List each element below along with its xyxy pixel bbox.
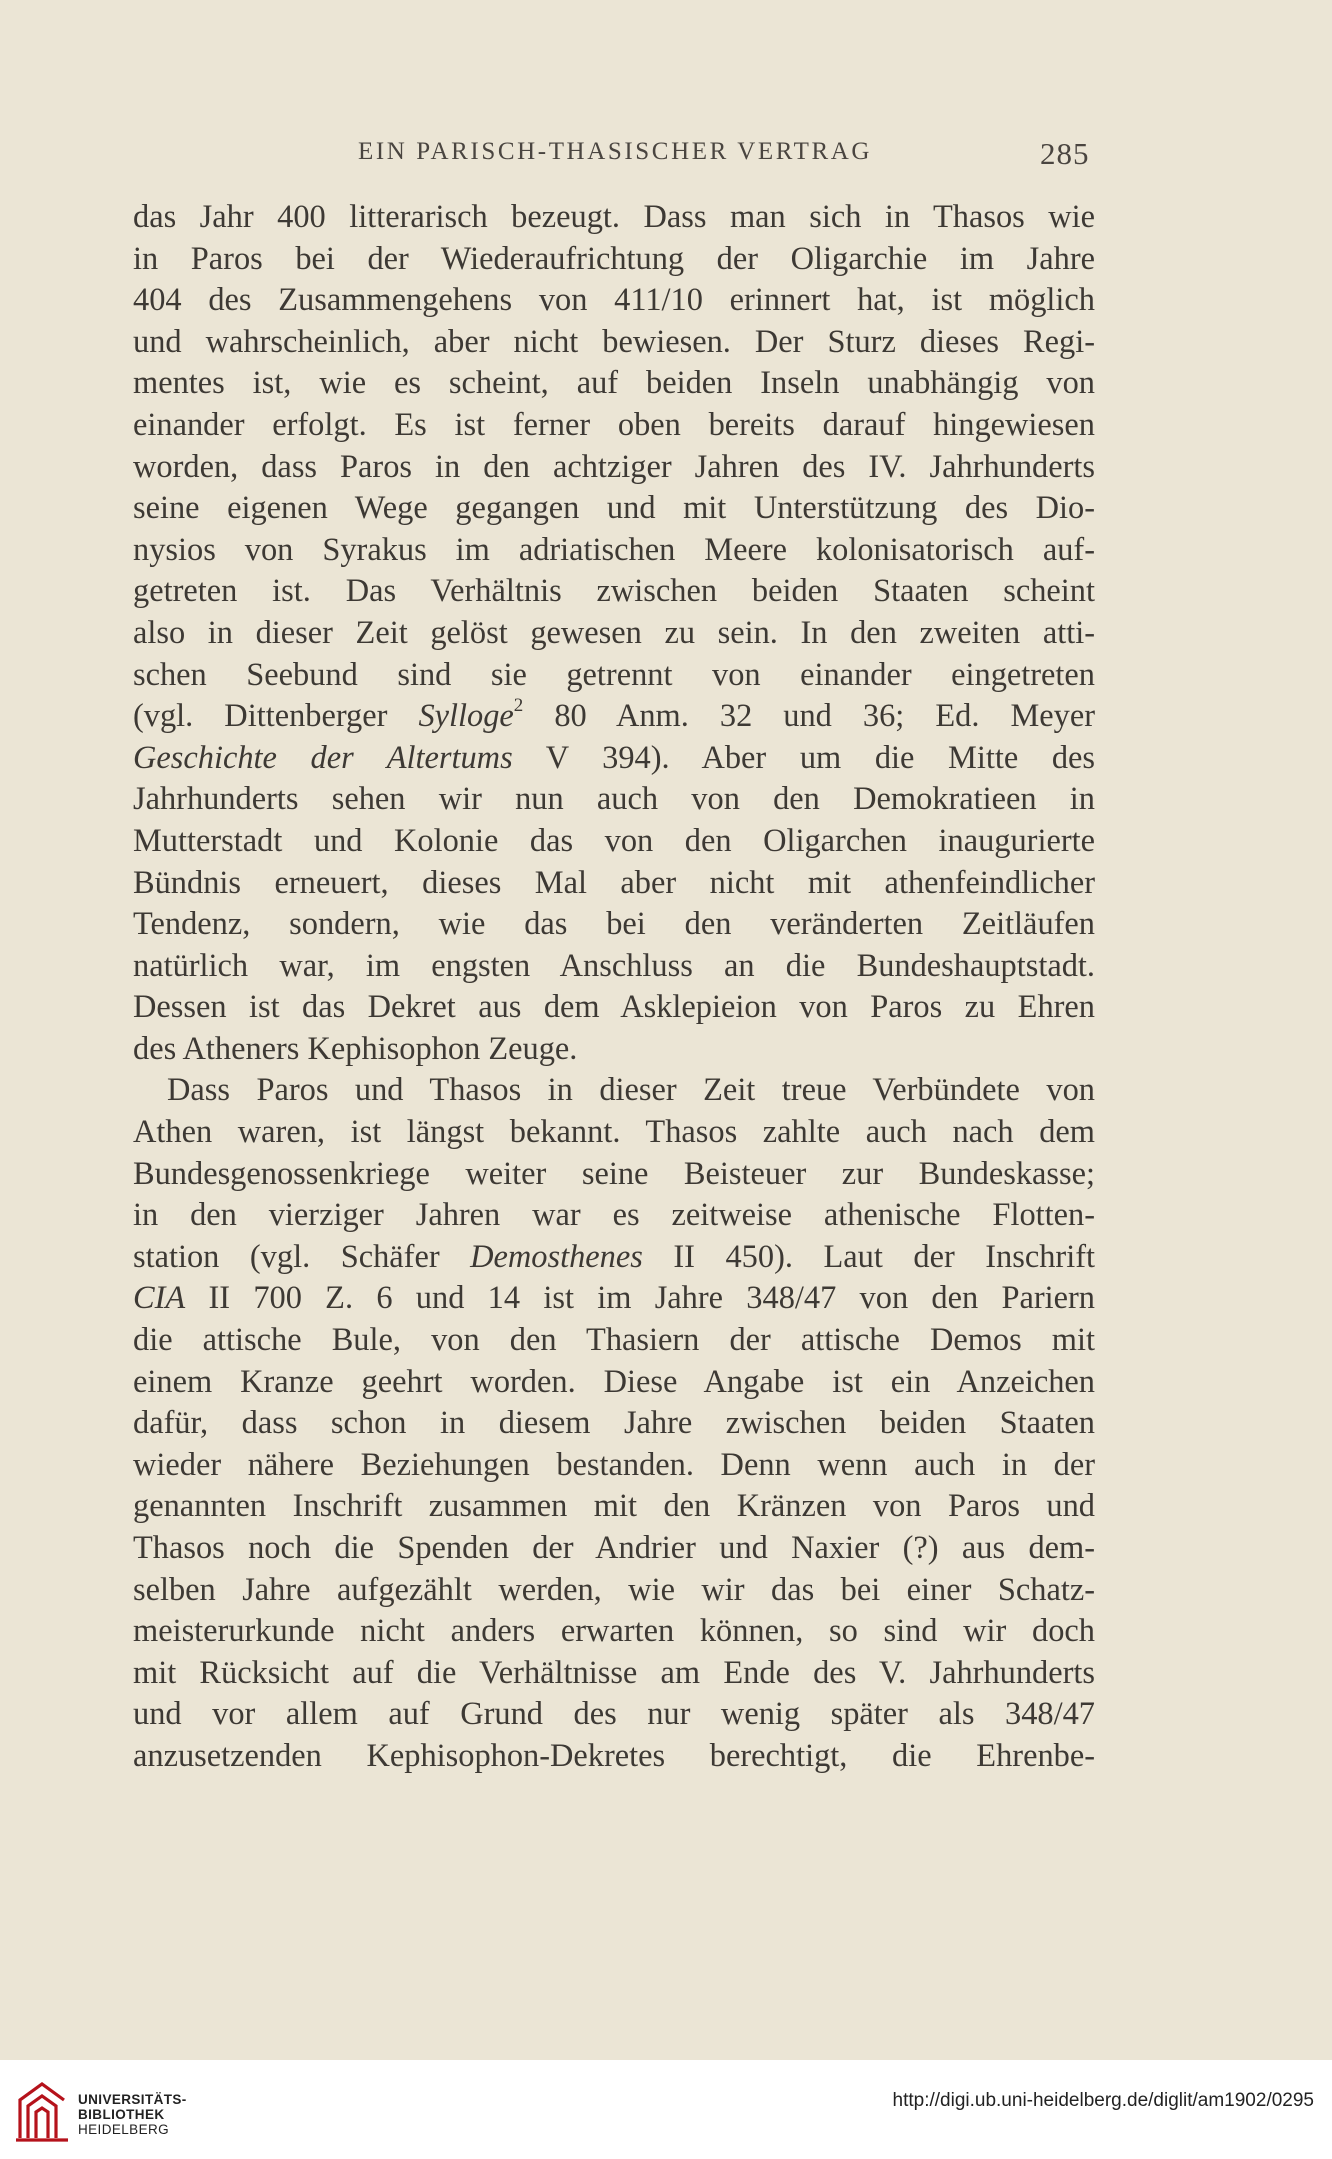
text-run: II 450). Laut der Inschrift (642, 1238, 1095, 1275)
italic-title-demosthenes: Demosthenes (470, 1238, 643, 1275)
text-line (133, 1570, 1095, 1612)
text-run: Dass Paros und Thasos in dieser Zeit treue Verbündete von (167, 1072, 1095, 1109)
text-run: natürlich war, im engsten Anschluss an die Bundeshauptstadt. (133, 947, 1095, 984)
text-line (133, 280, 1095, 322)
text-run: also in dieser Zeit gelöst gewesen zu sein. In den zweiten atti- (133, 614, 1095, 651)
text-run: Tendenz, sondern, wie das bei den veränderten Zeitläufen (133, 906, 1095, 943)
text-run: station (vgl. Schäfer (133, 1238, 471, 1275)
digitization-footer (0, 2060, 1332, 2159)
library-line-3: HEIDELBERG (78, 2122, 170, 2137)
text-line (133, 571, 1095, 613)
text-run: und vor allem auf Grund des nur wenig später als 348/47 (133, 1696, 1095, 1733)
body-text (133, 197, 1095, 1778)
text-run: meisterurkunde nicht anders erwarten können, so sind wir doch (133, 1613, 1095, 1650)
text-run: Dessen ist das Dekret aus dem Asklepieion von Paros zu Ehren (133, 989, 1095, 1026)
text-line (133, 1486, 1095, 1528)
text-line (133, 821, 1095, 863)
text-run: anzusetzenden Kephisophon-Dekretes berechtigt, die Ehrenbe- (133, 1737, 1095, 1774)
text-line (133, 197, 1095, 239)
text-run: selben Jahre aufgezählt werden, wie wir das bei einer Schatz- (133, 1571, 1095, 1608)
text-line (133, 987, 1095, 1029)
text-run: wieder nähere Beziehungen bestanden. Denn wenn auch in der (133, 1446, 1095, 1483)
text-run: II 700 Z. 6 und 14 ist im Jahre 348/47 von den Pariern (185, 1280, 1095, 1317)
text-line (133, 613, 1095, 655)
text-run: des Atheners Kephisophon Zeuge. (133, 1030, 578, 1067)
text-run: (vgl. Dittenberger (133, 698, 419, 735)
text-run: und wahrscheinlich, aber nicht bewiesen. Der Sturz dieses Regi- (133, 323, 1095, 360)
text-run: 80 Anm. 32 und 36; Ed. Meyer (523, 698, 1095, 735)
text-run: die attische Bule, von den Thasiern der attische Demos mit (133, 1322, 1095, 1359)
text-line (133, 1070, 1095, 1112)
text-line (133, 1362, 1095, 1404)
library-name (78, 2092, 187, 2137)
text-line (133, 863, 1095, 905)
text-line (133, 1528, 1095, 1570)
text-run: in den vierziger Jahren war es zeitweise athenische Flotten- (133, 1197, 1095, 1234)
italic-title-geschichte: Geschichte der Altertums (133, 739, 513, 776)
library-line-1: UNIVERSITÄTS- (78, 2092, 187, 2107)
text-line (133, 239, 1095, 281)
italic-title-sylloge: Sylloge (418, 698, 514, 735)
text-line (133, 1320, 1095, 1362)
text-line (133, 1112, 1095, 1154)
text-run: Bündnis erneuert, dieses Mal aber nicht mit athenfeindlicher (133, 864, 1095, 901)
text-run: mit Rücksicht auf die Verhältnisse am Ende des V. Jahrhunderts (133, 1654, 1095, 1691)
text-line (133, 488, 1095, 530)
text-line (133, 655, 1095, 697)
text-line (133, 1278, 1095, 1320)
text-line (133, 738, 1095, 780)
source-url[interactable]: http://digi.ub.uni-heidelberg.de/diglit/am1902/0295 (892, 2090, 1314, 2111)
text-line (133, 405, 1095, 447)
text-run: Mutterstadt und Kolonie das von den Oligarchen inaugurierte (133, 822, 1095, 859)
text-line (133, 322, 1095, 364)
text-run: 404 des Zusammengehens von 411/10 erinnert hat, ist möglich (133, 282, 1095, 319)
text-line (133, 1736, 1095, 1778)
text-run: worden, dass Paros in den achtziger Jahren des IV. Jahrhunderts (133, 448, 1095, 485)
text-line (133, 530, 1095, 572)
text-run: Thasos noch die Spenden der Andrier und Naxier (?) aus dem- (133, 1530, 1095, 1566)
text-run: Athen waren, ist längst bekannt. Thasos zahlte auch nach dem (133, 1114, 1095, 1151)
text-line (133, 1653, 1095, 1695)
text-run: seine eigenen Wege gegangen und mit Unterstützung des Dio- (133, 490, 1095, 527)
text-line (133, 1237, 1095, 1279)
text-run: V 394). Aber um die Mitte des (512, 739, 1095, 776)
text-line (133, 696, 1095, 738)
text-line (133, 1611, 1095, 1653)
page-number: 285 (1040, 136, 1090, 171)
text-run: in Paros bei der Wiederaufrichtung der Oligarchie im Jahre (133, 240, 1095, 277)
text-line (133, 1694, 1095, 1736)
text-run: schen Seebund sind sie getrennt von einander eingetreten (133, 656, 1095, 693)
ub-heidelberg-logo-icon (14, 2078, 70, 2144)
running-head (0, 138, 1332, 178)
text-run: nysios von Syrakus im adriatischen Meere kolonisatorisch auf- (133, 531, 1095, 568)
text-line (133, 1403, 1095, 1445)
text-line (133, 779, 1095, 821)
text-line (133, 1445, 1095, 1487)
italic-title-cia: CIA (133, 1280, 186, 1317)
text-run: einander erfolgt. Es ist ferner oben bereits darauf hingewiesen (133, 406, 1095, 443)
text-run: genannten Inschrift zusammen mit den Kränzen von Paros und (133, 1488, 1095, 1525)
text-line (133, 1029, 1095, 1071)
text-run: getreten ist. Das Verhältnis zwischen beiden Staaten scheint (133, 573, 1095, 610)
text-line (133, 946, 1095, 988)
text-line (133, 904, 1095, 946)
text-line (133, 447, 1095, 489)
text-line (133, 363, 1095, 405)
text-run: dafür, dass schon in diesem Jahre zwischen beiden Staaten (133, 1405, 1095, 1442)
running-title: EIN PARISCH-THASISCHER VERTRAG (357, 138, 873, 165)
text-line (133, 1154, 1095, 1196)
text-run: das Jahr 400 litterarisch bezeugt. Dass man sich in Thasos wie (133, 199, 1095, 235)
library-line-2: BIBLIOTHEK (78, 2107, 165, 2122)
text-run: mentes ist, wie es scheint, auf beiden Inseln unabhängig von (133, 365, 1095, 402)
text-run: einem Kranze geehrt worden. Diese Angabe ist ein Anzeichen (133, 1363, 1095, 1400)
text-run: Jahrhunderts sehen wir nun auch von den Demokratieen in (133, 781, 1095, 818)
text-run: Bundesgenossenkriege weiter seine Beisteuer zur Bundeskasse; (133, 1155, 1095, 1192)
edition-superscript: 2 (513, 696, 524, 717)
text-line (133, 1195, 1095, 1237)
